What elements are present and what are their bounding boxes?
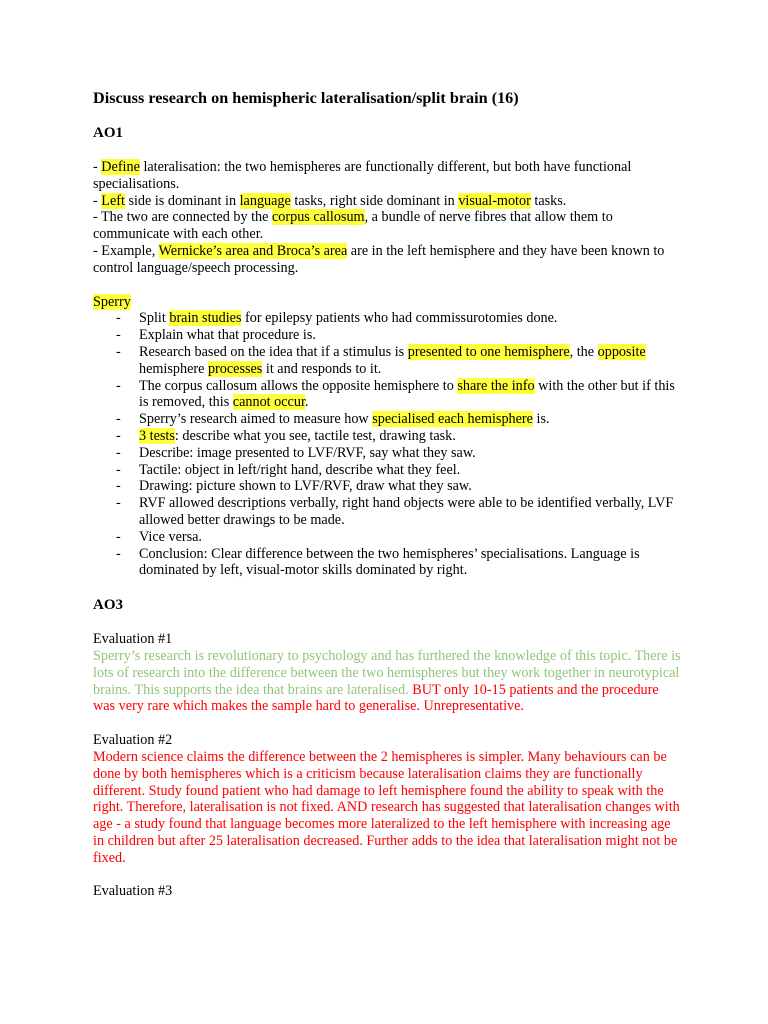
highlighted-text: cannot occur bbox=[232, 394, 305, 411]
sperry-list-item bbox=[93, 310, 683, 327]
text-run: Drawing: picture shown to LVF/RVF, draw what they saw. bbox=[139, 478, 472, 495]
text-run: with the other but if this is removed, this bbox=[139, 377, 675, 411]
ao1-line bbox=[93, 209, 683, 243]
text-run: Split bbox=[139, 310, 170, 327]
evaluation-body bbox=[93, 749, 683, 867]
text-run: Vice versa. bbox=[139, 528, 202, 545]
red-text: BUT only 10-15 patients and the procedure was very rare which makes the sample hard to generalise. Unrepresentative. bbox=[93, 681, 659, 715]
sperry-list-item bbox=[93, 495, 683, 529]
highlighted-text: opposite bbox=[597, 343, 646, 360]
text-run: Sperry’s research aimed to measure how bbox=[139, 411, 373, 428]
text-run: for epilepsy patients who had commissurotomies done. bbox=[241, 310, 558, 327]
sperry-heading bbox=[93, 294, 683, 311]
sperry-list-item bbox=[93, 445, 683, 462]
ao1-line bbox=[93, 243, 683, 277]
text-run: The corpus callosum allows the opposite hemisphere to bbox=[139, 377, 458, 394]
text-run: , the bbox=[569, 343, 598, 360]
evaluation-title: Evaluation #1 bbox=[93, 631, 173, 648]
document-title: Discuss research on hemispheric lateralisation/split brain (16) bbox=[93, 89, 519, 107]
evaluation-title: Evaluation #3 bbox=[93, 883, 173, 900]
highlighted-text: presented to one hemisphere bbox=[407, 343, 570, 360]
text-run: is. bbox=[532, 411, 550, 428]
text-run: - bbox=[93, 159, 102, 175]
text-run: hemisphere bbox=[139, 360, 208, 377]
evaluation-title: Evaluation #2 bbox=[93, 732, 173, 749]
sperry-list-item bbox=[93, 344, 683, 378]
highlighted-text: 3 tests bbox=[139, 427, 175, 444]
text-run: side is dominant in bbox=[124, 192, 240, 209]
evaluation-body bbox=[93, 648, 683, 715]
evaluation-block bbox=[93, 631, 683, 715]
sperry-list-item bbox=[93, 327, 683, 344]
text-run: RVF allowed descriptions verbally, right hand objects were able to be identified verbally, LVF allowed better drawings to be made. bbox=[139, 495, 674, 528]
text-run: , a bundle of nerve fibres that allow them to communicate with each other. bbox=[93, 209, 613, 243]
highlighted-text: visual-motor bbox=[458, 192, 531, 209]
sperry-heading-text: Sperry bbox=[93, 293, 131, 310]
text-run: - The two are connected by the bbox=[93, 209, 272, 226]
sperry-list bbox=[93, 310, 683, 579]
sperry-list-item bbox=[93, 478, 683, 495]
text-run: lateralisation: the two hemispheres are functionally different, but both have functional specialisations. bbox=[93, 159, 632, 192]
text-run: Conclusion: Clear difference between the two hemispheres’ specialisations. Language is dominated by left, visual-motor skills dominated by right. bbox=[139, 545, 640, 579]
highlighted-text: processes bbox=[207, 360, 263, 377]
text-run: . bbox=[304, 394, 309, 411]
red-text: Modern science claims the difference between the 2 hemispheres is simpler. Many behaviours can be done by both hemispheres which is a criticism because lateralisation claims they are functionally different. Study found patient who had damage to left hemisphere found the ability to speak with the right. Therefore, lateralisation is not fixed. AND research has suggested that lateralisation changes with age - a study found that language becomes more lateralized to the left hemisphere with increasing age in children but after 25 lateralisation decreased. Further adds to the idea that lateralisation might not be fixed. bbox=[93, 748, 680, 866]
text-run: : describe what you see, tactile test, drawing task. bbox=[174, 427, 456, 444]
sperry-list-item bbox=[93, 546, 683, 580]
text-run: Describe: image presented to LVF/RVF, say what they saw. bbox=[139, 444, 476, 461]
text-run: Explain what that procedure is. bbox=[139, 327, 316, 344]
text-run: - Example, bbox=[93, 242, 159, 259]
highlighted-text: Define bbox=[101, 159, 140, 175]
highlighted-text: share the info bbox=[457, 377, 535, 394]
sperry-list-item bbox=[93, 428, 683, 445]
highlighted-text: language bbox=[239, 192, 291, 209]
highlighted-text: specialised each hemisphere bbox=[372, 411, 533, 428]
evaluation-block bbox=[93, 732, 683, 866]
text-run: Tactile: object in left/right hand, describe what they feel. bbox=[139, 461, 461, 478]
sperry-list-item bbox=[93, 411, 683, 428]
green-text: Sperry’s research is revolutionary to psychology and has furthered the knowledge of this topic. There is lots of research into the difference between the two hemispheres but they work together in neurotypical brains. This supports the idea that brains are lateralised. bbox=[93, 647, 681, 698]
sperry-list-item bbox=[93, 529, 683, 546]
ao1-heading: AO1 bbox=[93, 125, 123, 141]
evaluation-block bbox=[93, 883, 683, 900]
sperry-list-item bbox=[93, 462, 683, 479]
text-run: tasks, right side dominant in bbox=[290, 192, 459, 209]
ao3-evaluations bbox=[93, 631, 683, 900]
text-run: tasks. bbox=[530, 192, 567, 209]
highlighted-text: corpus callosum bbox=[271, 209, 365, 226]
ao1-line bbox=[93, 193, 683, 210]
ao3-heading: AO3 bbox=[93, 597, 123, 614]
highlighted-text: brain studies bbox=[169, 310, 242, 327]
text-run: Research based on the idea that if a stimulus is bbox=[139, 343, 408, 360]
ao1-line bbox=[93, 159, 683, 193]
text-run: - bbox=[93, 192, 102, 209]
ao1-content bbox=[93, 159, 683, 277]
highlighted-text: Left bbox=[101, 192, 125, 209]
highlighted-text: Wernicke’s area and Broca’s area bbox=[158, 242, 348, 259]
document-page bbox=[93, 88, 683, 900]
text-run: are in the left hemisphere and they have been known to control language/speech processing. bbox=[93, 242, 665, 276]
sperry-list-item bbox=[93, 378, 683, 412]
text-run: it and responds to it. bbox=[262, 360, 382, 377]
